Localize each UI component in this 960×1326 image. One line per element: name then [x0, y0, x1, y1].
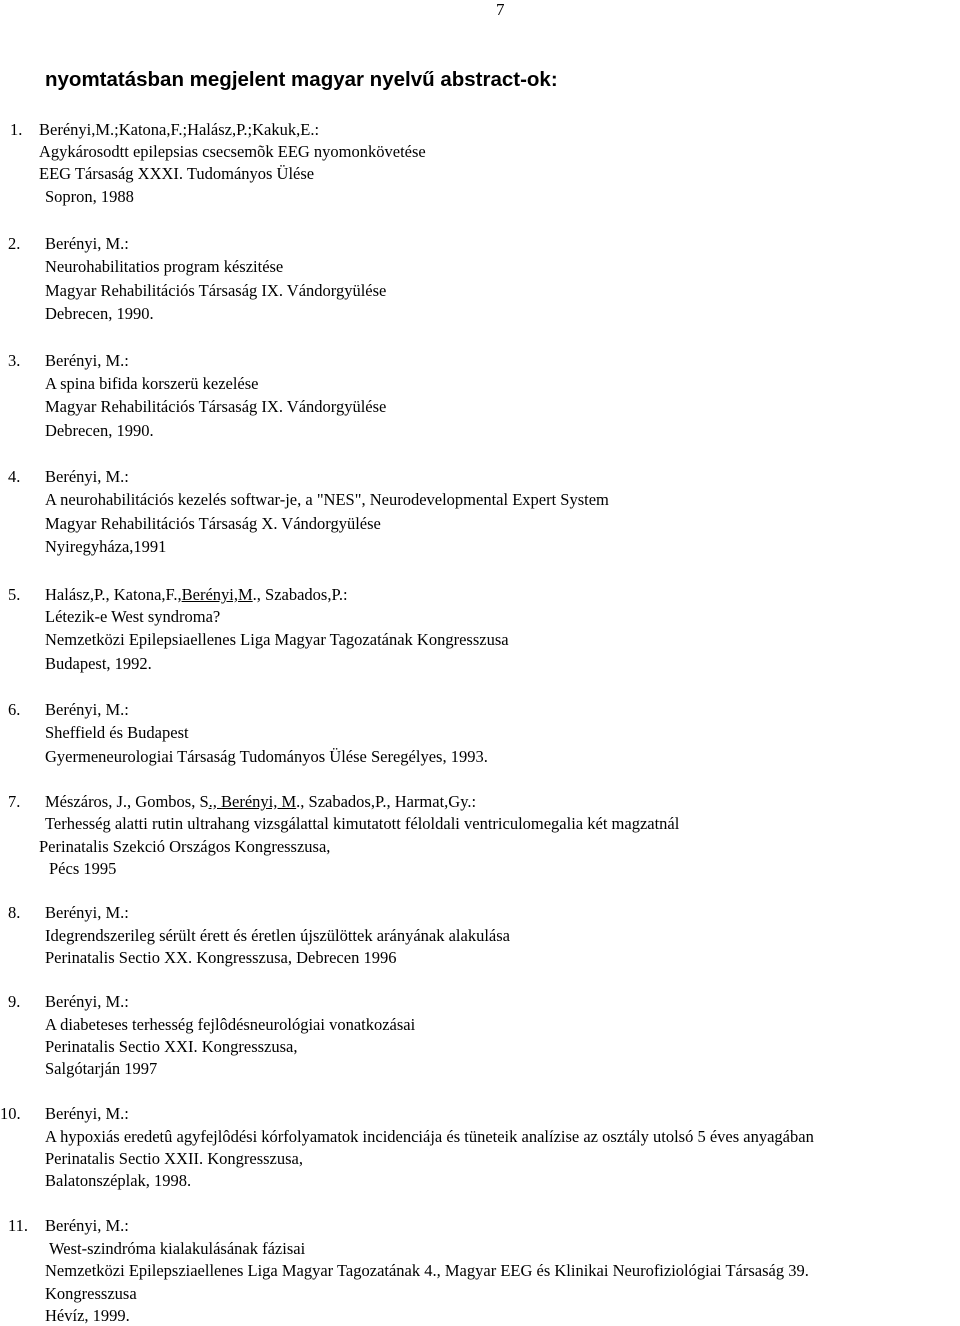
entry-2-number: 2. [8, 234, 21, 253]
entry-11-venue: Nemzetközi Epilepsziaellenes Liga Magyar Tagozatának 4., Magyar EEG és Klinikai Neurofiziológiai Társaság 39. [45, 1261, 809, 1280]
entry-2-venue: Magyar Rehabilitációs Társaság IX. Vándorgyülése [45, 281, 387, 300]
entry-3-venue: Magyar Rehabilitációs Társaság IX. Vándorgyülése [45, 397, 387, 416]
entry-3-place: Debrecen, 1990. [45, 421, 154, 440]
entry-11-venue-cont: Kongresszusa [45, 1284, 137, 1303]
entry-2-place: Debrecen, 1990. [45, 304, 154, 323]
entry-10-place: Balatonszéplak, 1998. [45, 1171, 192, 1190]
entry-6-venue: Gyermeneurologiai Társaság Tudományos Ülése Seregélyes, 1993. [45, 747, 488, 766]
entry-7-authors [45, 792, 476, 812]
entry-11-number: 11. [8, 1216, 29, 1235]
entry-5-title: Létezik-e West syndroma? [45, 607, 221, 626]
entry-9-title: A diabeteses terhesség fejlôdésneurológiai vonatkozásai [45, 1015, 416, 1034]
entry-5-authors-post: ., Szabados,P.: [252, 585, 348, 604]
entry-8-venue: Perinatalis Sectio XX. Kongresszusa, Debrecen 1996 [45, 948, 397, 967]
entry-11-authors: Berényi, M.: [45, 1216, 129, 1235]
entry-1-place: Sopron, 1988 [45, 187, 134, 206]
entry-8-authors: Berényi, M.: [45, 903, 129, 922]
entry-5-place: Budapest, 1992. [45, 654, 152, 673]
entry-3-title: A spina bifida korszerü kezelése [45, 374, 259, 393]
entry-5-venue: Nemzetközi Epilepsiaellenes Liga Magyar Tagozatának Kongresszusa [45, 630, 509, 649]
entry-8-number: 8. [8, 903, 21, 922]
entry-1-title: Agykárosodtt epilepsias csecsemõk EEG nyomonkövetése [39, 142, 426, 161]
entry-2-title: Neurohabilitatios program készitése [45, 257, 284, 276]
entry-7-authors-post: ., Szabados,P., Harmat,Gy.: [296, 792, 477, 811]
page-heading: nyomtatásban megjelent magyar nyelvű abstract-ok: [45, 68, 558, 91]
entry-7-author-underlined: ., Berényi, M [208, 792, 297, 811]
entry-11-title: West-szindróma kialakulásának fázisai [49, 1239, 306, 1258]
entry-4-place: Nyiregyháza,1991 [45, 537, 167, 556]
entry-9-venue: Perinatalis Sectio XXI. Kongresszusa, [45, 1037, 298, 1056]
entry-7-authors-pre: Mészáros, J., Gombos, S [45, 792, 209, 811]
entry-7-title: Terhesség alatti rutin ultrahang vizsgálattal kimutatott féloldali ventriculomegalia két magzatnál [45, 814, 680, 833]
entry-4-number: 4. [8, 467, 21, 486]
entry-6-authors: Berényi, M.: [45, 700, 129, 719]
entry-5-author-underlined: Berényi,M [181, 585, 253, 604]
page-number: 7 [496, 0, 505, 19]
entry-1-venue: EEG Társaság XXXI. Tudományos Ülése [39, 164, 315, 183]
entry-7-number: 7. [8, 792, 21, 811]
entry-9-authors: Berényi, M.: [45, 992, 129, 1011]
entry-6-title: Sheffield és Budapest [45, 723, 189, 742]
entry-3-number: 3. [8, 351, 21, 370]
entry-7-place: Pécs 1995 [49, 859, 117, 878]
entry-1-number: 1. [10, 120, 23, 139]
entry-10-title: A hypoxiás eredetû agyfejlôdési kórfolyamatok incidenciája és tüneteik analízise az osztály utolsó 5 éves anyagában [45, 1127, 814, 1146]
entry-6-number: 6. [8, 700, 21, 719]
entry-10-number: 10. [0, 1104, 21, 1123]
entry-4-title: A neurohabilitációs kezelés softwar-je, a "NES", Neurodevelopmental Expert System [45, 490, 609, 509]
entry-4-venue: Magyar Rehabilitációs Társaság X. Vándorgyülése [45, 514, 381, 533]
entry-5-authors [45, 585, 348, 605]
entry-10-venue: Perinatalis Sectio XXII. Kongresszusa, [45, 1149, 303, 1168]
entry-8-title: Idegrendszerileg sérült érett és éretlen újszülöttek arányának alakulása [45, 926, 510, 945]
entry-1-authors: Berényi,M.;Katona,F.;Halász,P.;Kakuk,E.: [39, 120, 320, 139]
entry-5-number: 5. [8, 585, 21, 604]
entry-3-authors: Berényi, M.: [45, 351, 129, 370]
entry-10-authors: Berényi, M.: [45, 1104, 129, 1123]
entry-2-authors: Berényi, M.: [45, 234, 129, 253]
entry-5-authors-pre: Halász,P., Katona,F., [45, 585, 182, 604]
entry-9-place: Salgótarján 1997 [45, 1059, 158, 1078]
entry-9-number: 9. [8, 992, 21, 1011]
entry-11-place: Hévíz, 1999. [45, 1306, 130, 1325]
entry-4-authors: Berényi, M.: [45, 467, 129, 486]
entry-7-venue: Perinatalis Szekció Országos Kongresszusa, [39, 837, 331, 856]
